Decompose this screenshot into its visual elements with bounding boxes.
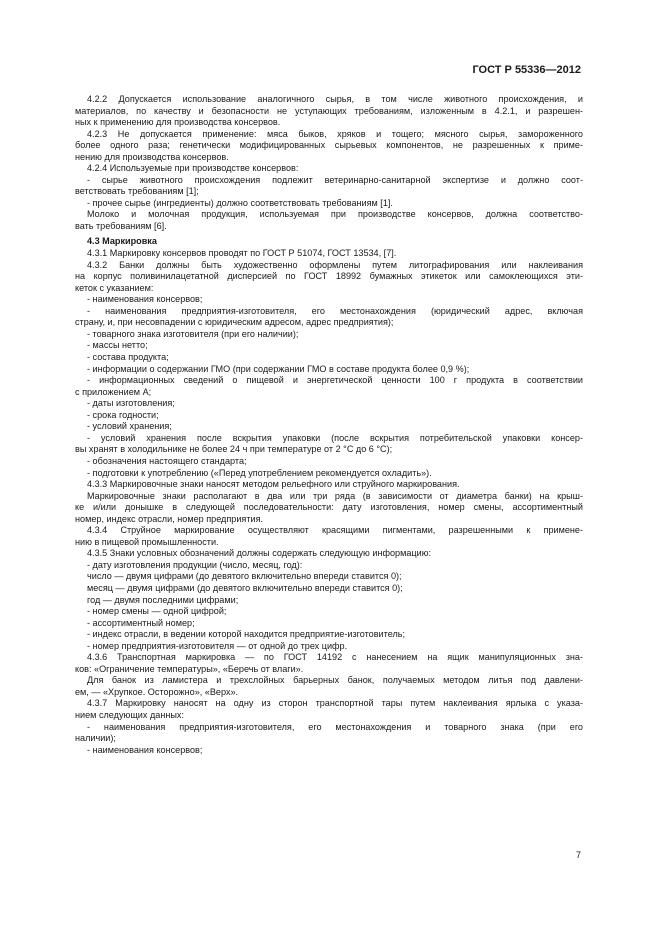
text-line: ветствовать требованиям [1]; bbox=[75, 186, 199, 197]
text-line: - товарного знака изготовителя (при его наличии); bbox=[87, 328, 299, 339]
text-line: ке и/или донышке в следующей последовательности: дату изготовления, номер смены, ассортиментный bbox=[75, 502, 583, 513]
text-line: Для банок из ламистера и трехслойных барьерных банок, получаемых методом литья под давлени- bbox=[87, 675, 583, 686]
text-line: - индекс отрасли, в ведении которой находится предприятие-изготовитель; bbox=[87, 629, 406, 640]
text-line: - массы нетто; bbox=[87, 340, 148, 351]
text-line: - состава продукта; bbox=[87, 352, 169, 363]
text-line: 4.3.6 Транспортная маркировка — по ГОСТ 14192 с нанесением на ящик манипуляционных зна- bbox=[87, 652, 583, 663]
text-line: 4.3.4 Струйное маркирование осуществляют красящими пигментами, разрешенными к примене- bbox=[87, 525, 583, 536]
text-line: 4.2.4 Используемые при производстве консервов: bbox=[87, 163, 299, 174]
text-line: - прочее сырье (ингредиенты) должно соответствовать требованиям [1]. bbox=[87, 197, 393, 208]
document-number: ГОСТ Р 55336—2012 bbox=[472, 64, 581, 76]
text-line: более одного раза; генетически модифицированных сырьевых компонентов, не разрешенных к приме- bbox=[75, 140, 583, 151]
text-line: материалов, по качеству и безопасности не уступающих требованиям, изложенным в 4.2.1, и разрешен- bbox=[75, 105, 583, 116]
text-line: на корпус поливинилацетатной дисперсией по ГОСТ 18992 бумажных этикеток или самоклеющихся эти- bbox=[75, 271, 583, 282]
text-line: 4.3.5 Знаки условных обозначений должны содержать следующую информацию: bbox=[87, 548, 432, 559]
text-line: Молоко и молочная продукция, используемая при производстве консервов, должна соответство- bbox=[87, 209, 583, 220]
text-line: - номер смены — одной цифрой; bbox=[87, 606, 227, 617]
text-line: 4.3.7 Маркировку наносят на одну из сторон транспортной тары путем наклеивания ярлыка с указа- bbox=[87, 698, 583, 709]
text-line: нению для производства консервов. bbox=[75, 151, 229, 162]
text-line: число — двумя цифрами (до девятого включительно впереди ставится 0); bbox=[87, 571, 402, 582]
text-line: - информационных сведений о пищевой и энергетической ценности 100 г продукта в соответствии bbox=[87, 375, 583, 386]
text-line: - наименования консервов; bbox=[87, 294, 203, 305]
text-line: 4.2.2 Допускается использование аналогичного сырья, в том числе животного происхождения, и bbox=[87, 94, 583, 104]
text-line: с приложением А; bbox=[75, 386, 152, 397]
text-line: - информации о содержании ГМО (при содержании ГМО в составе продукта более 0,9 %); bbox=[87, 363, 470, 374]
text-line: ков: «Ограничение температуры», «Беречь от влаги». bbox=[75, 663, 304, 674]
text-line: - наименования консервов; bbox=[87, 744, 203, 755]
text-line: - срока годности; bbox=[87, 409, 159, 420]
text-line: - подготовки к употреблению («Перед употреблением рекомендуется охладить»). bbox=[87, 467, 432, 478]
text-line: год — двумя последними цифрами; bbox=[87, 594, 239, 605]
text-line: 4.3.1 Маркировку консервов проводят по ГОСТ Р 51074, ГОСТ 13534, [7]. bbox=[87, 248, 397, 259]
text-line: - обозначения настоящего стандарта; bbox=[87, 455, 247, 466]
text-line: - условий хранения; bbox=[87, 421, 172, 432]
text-line: - ассортиментный номер; bbox=[87, 617, 195, 628]
text-line: - наименования предприятия-изготовителя, его местонахождения и товарного знака (при его bbox=[87, 721, 583, 732]
document-body bbox=[75, 94, 583, 756]
page-number: 7 bbox=[575, 850, 581, 860]
text-line: - сырье животного происхождения подлежит ветеринарно-санитарной экспертизе и должно соот- bbox=[87, 174, 583, 185]
text-line: 4.3.2 Банки должны быть художественно оформлены путем литографирования или наклеивания bbox=[87, 259, 583, 270]
text-line: - наименования предприятия-изготовителя, его местонахождения (юридический адрес, включая bbox=[87, 305, 583, 316]
text-line: нием следующих данных: bbox=[75, 709, 184, 720]
section-heading: 4.3 Маркировка bbox=[87, 235, 157, 246]
text-line: месяц — двумя цифрами (до девятого включительно впереди ставится 0); bbox=[87, 582, 403, 593]
text-line: 4.3.3 Маркировочные знаки наносят методом рельефного или струйного маркирования. bbox=[87, 479, 460, 490]
text-line: вать требованиям [6]. bbox=[75, 221, 167, 232]
text-line: нию в пищевой промышленности. bbox=[75, 536, 219, 547]
text-line: страну, и, при несовпадении с юридическим адресом, адрес предприятия); bbox=[75, 317, 394, 328]
text-line: ных к применению для производства консервов. bbox=[75, 117, 281, 128]
text-line: ем, — «Хрупкое. Осторожно», «Верх». bbox=[75, 686, 239, 697]
text-line: - условий хранения после вскрытия упаковки (после вскрытия потребительской упаковки консер- bbox=[87, 432, 583, 443]
text-line: номер, индекс отрасли, номер предприятия. bbox=[75, 513, 264, 524]
text-line: наличии); bbox=[75, 733, 116, 744]
text-line: - номер предприятия-изготовителя — от одной до трех цифр. bbox=[87, 640, 348, 651]
text-line: вы хранят в холодильнике не более 24 ч при температуре от 2 °С до 6 °С); bbox=[75, 444, 393, 455]
text-line: - даты изготовления; bbox=[87, 398, 175, 409]
text-line: Маркировочные знаки располагают в два или три ряда (в зависимости от диаметра банки) на крыш- bbox=[87, 490, 583, 501]
text-line: кеток с указанием: bbox=[75, 282, 154, 293]
text-line: - дату изготовления продукции (число, месяц, год): bbox=[87, 559, 303, 570]
text-line: 4.2.3 Не допускается применение: мяса быков, хряков и тощего; мясного сырья, замороженного bbox=[87, 128, 583, 139]
